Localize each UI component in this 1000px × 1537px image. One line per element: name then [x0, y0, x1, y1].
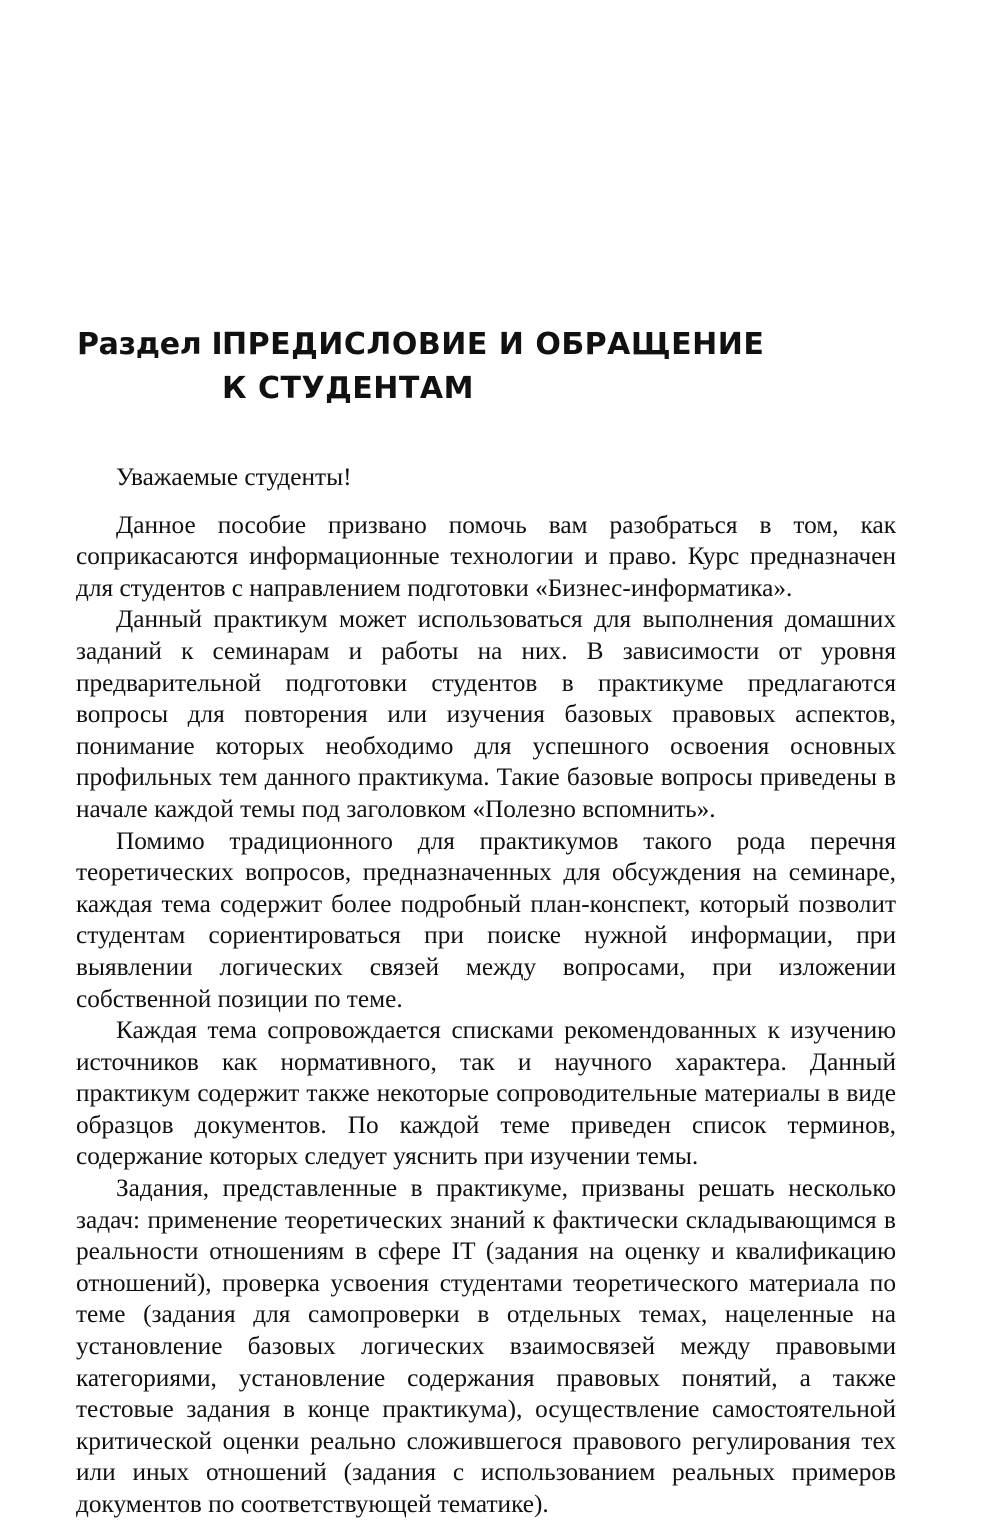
section-label: Раздел I.	[77, 327, 234, 362]
section-heading	[77, 323, 777, 411]
paragraph: Данное пособие призвано помочь вам разобраться в том, как соприкасаются информационные технологии и право. Курс предназначен для студентов с направлением подготовки «Бизнес-информатика».	[76, 510, 896, 602]
paragraph: Каждая тема сопровождается списками рекомендованных к изучению источников как нормативного, так и научного характера. Данный практикум содержит также некоторые сопроводительные материалы в виде образцов документов. По каждой теме приведен список терминов, содержание которых следует уяснить при изучении темы.	[76, 1016, 896, 1171]
page-body	[76, 462, 896, 1521]
section-title-line-1: ПРЕДИСЛОВИЕ И ОБРАЩЕНИЕ	[222, 327, 765, 362]
heading-line-1	[77, 323, 777, 367]
salutation: Уважаемые студенты!	[116, 463, 352, 491]
paragraph: Задания, представленные в практикуме, призваны решать несколько задач: применение теоретических знаний к фактически складывающимся в реальности отношениям в сфере IT (задания на оценку и квалификацию отношений), проверка усвоения студентами теоретического материала по теме (задания для самопроверки в отдельных темах, нацеленные на установление базовых логических взаимосвязей между правовыми категориями, установление содержания правовых понятий, а также тестовые задания в конце практикума), осуществление самостоятельной критической оценки реально сложившегося правового регулирования тех или иных отношений (задания с использованием реальных примеров документов по соответствующей тематике).	[76, 1174, 896, 1518]
paragraph: Помимо традиционного для практикумов такого рода перечня теоретических вопросов, предназначенных для обсуждения на семинаре, каждая тема содержит более подробный план-конспект, который позволит студентам сориентироваться при поиске нужной информации, при выявлении логических связей между вопросами, при изложении собственной позиции по теме.	[76, 826, 896, 1013]
paragraph: Данный практикум может использоваться для выполнения домашних заданий к семинарам и работы на них. В зависимости от уровня предварительной подготовки студентов в практикуме предлагаются вопросы для повторения или изучения базовых правовых аспектов, понимание которых необходимо для успешного освоения основных профильных тем данного практикума. Такие базовые вопросы приведены в начале каждой темы под заголовком «Полезно вспомнить».	[76, 605, 896, 823]
heading-line-2	[77, 367, 777, 411]
section-title-line-2: К СТУДЕНТАМ	[222, 371, 474, 406]
